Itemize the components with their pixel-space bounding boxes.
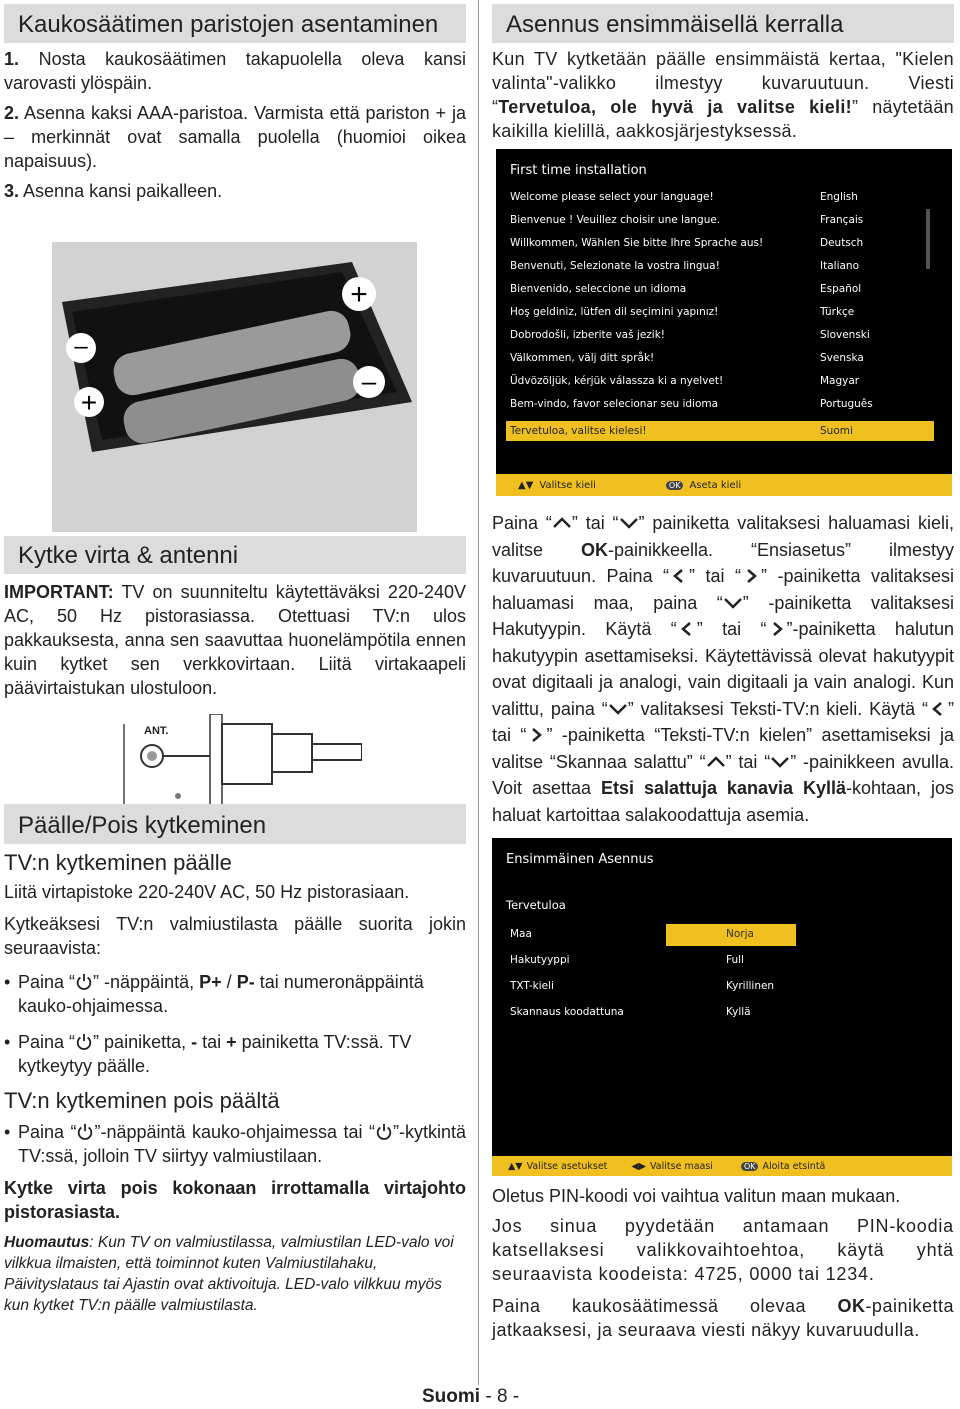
arrow-down-icon [608,702,628,716]
power-icon [75,1033,93,1051]
battery-plus-1: + [80,387,98,418]
on-para-1: Liitä virtapistoke 220-240V AC, 50 Hz pistorasiaan. [4,882,410,902]
ant-label: ANT. [144,725,169,737]
screen1-list [510,191,930,421]
battery-minus-2: – [361,366,377,396]
screen2-row-txt[interactable]: TXT-kieli Kyrillinen [510,980,775,992]
updown-icon: ▲▼ [508,1160,523,1172]
power-section-text: IMPORTANT: TV on suunniteltu käytettäväksi 220-240V AC, 50 Hz pistorasiassa. Otettuasi TV:n ulos pakkauksesta, anna sen saavuttaa huonelämpötila ennen kuin kytket sen verkkovirtaan. Liitä virtakaapeli päävirtaistukan ulostuloon. [4,582,467,698]
on-bullet-1: • Paina “ ” -näppäintä, P+ / P- tai numeronäppäintä kauko-ohjaimessa. [4,972,424,1016]
screen1-footer: ▲▼ Valitse kieli OK Aseta kieli [496,474,952,496]
left-column [4,4,467,1314]
off-bullet: • Paina “ ”-näppäintä kauko-ohjaimessa tai “ ”-kytkintä TV:ssä, jolloin TV siirtyy valmiustilaan. [4,1122,466,1166]
off-title: TV:n kytkeminen pois päältä [4,1088,280,1113]
updown-icon: ▲▼ [518,479,534,491]
list-item[interactable]: Welcome please select your language! English [510,191,858,203]
list-item[interactable]: Willkommen, Wählen Sie bitte Ihre Sprache aus! Deutsch [510,237,864,249]
ok-icon: OK [666,481,684,490]
first-install-screen [492,838,952,1156]
screen2-footer: ▲▼ Valitse asetukset ◀▶ Valitse maasi OK Aloita etsintä [492,1156,952,1176]
pin-codes: Jos sinua pyydetään antamaan PIN-koodia katsellaksesi valikkovaihtoehtoa, käytä yhtä seuraavista koodeista: 4725, 0000 tai 1234. [492,1216,954,1284]
screen2-row-searchtype[interactable]: Hakutyyppi Full [510,954,744,966]
selected-language-row[interactable]: Tervetuloa, valitse kielesi! Suomi [506,421,934,441]
arrow-left-icon [669,569,689,583]
pin-note: Oletus PIN-koodi voi vaihtua valitun maan mukaan. [492,1186,901,1206]
first-install-title: Asennus ensimmäisellä kerralla [492,4,954,43]
list-item[interactable]: Hoş geldiniz, lütfen dil seçimini yapınız! Türkçe [510,306,855,318]
battery-image [52,242,417,532]
arrow-left-icon [928,702,948,716]
screen1-title: First time installation [510,163,647,178]
arrow-right-icon [526,728,546,742]
power-icon [375,1123,393,1141]
on-title: TV:n kytkeminen päälle [4,850,232,875]
battery-plus-2: + [350,278,368,311]
battery-step-2: 2. Asenna kaksi AAA-paristoa. Varmista että pariston + ja – merkinnät ovat samalla puolella (huomioi oikea napaisuus). [4,103,466,171]
on-bullet-2: • Paina “ ” painiketta, - tai + painiketta TV:ssä. TV kytkeytyy päälle. [4,1032,412,1076]
scrollbar[interactable] [926,209,930,269]
onoff-section-title: Päälle/Pois kytkeminen [4,804,466,844]
screen2-section: Tervetuloa [506,898,566,912]
list-item[interactable]: Bienvenue ! Veuillez choisir une langue. Français [510,214,864,226]
arrow-down-icon [770,755,790,769]
screen2-row-scan[interactable]: Skannaus koodattuna Kyllä [510,1006,751,1018]
arrow-right-icon [767,622,787,636]
continue-text: Paina kaukosäätimessä olevaa OK-painiketta jatkaaksesi, ja seuraava viesti näkyy kuvaruudulla. [492,1296,954,1340]
screen2-title: Ensimmäinen Asennus [506,852,654,867]
list-item[interactable]: Välkommen, välj ditt språk! Svenska [510,352,864,364]
standby-note: Huomautus: Kun TV on valmiustilassa, valmiustilan LED-valo voi vilkkua ilmaisten, että toiminnot kuten Valmiustilahaku, Päivityslataus tai Ajastin ovat aktivoituja. LED-valo vilkkuu myös kun kytket TV:n päälle valmiustilasta. [4,1234,454,1314]
arrow-up-icon [706,755,726,769]
ok-icon: OK [741,1162,759,1171]
arrow-down-icon [723,596,743,610]
list-item[interactable]: Benvenuti, Selezionate la vostra lingua! Italiano [510,260,859,272]
right-column [492,4,954,1342]
list-item[interactable]: Üdvözöljük, kérjük válassza ki a nyelvet! Magyar [510,375,860,387]
on-para-2: Kytkeäksesi TV:n valmiustilasta päälle suorita jokin seuraavista: [4,914,466,958]
battery-minus-1: – [74,333,88,360]
power-icon [75,973,93,991]
list-item[interactable]: Dobrodošli, izberite vaš jezik! Slovenski [510,329,870,341]
arrow-up-icon [552,516,572,530]
antenna-illustration [122,714,362,806]
arrow-left-icon [677,622,697,636]
battery-step-1: 1. Nosta kaukosäätimen takapuolella oleva kansi varovasti ylöspäin. [4,49,466,93]
leftright-icon: ◀▶ [631,1160,647,1172]
list-item[interactable]: Bienvenido, seleccione un idioma Español [510,283,862,295]
first-install-instructions: Paina “ ” tai “ ” painiketta valitaksesi haluamasi kieli, valitse OK-painikkeella. “Ensiasetus” ilmestyy kuvaruutuun. Paina “ ” tai “ ” -painiketta valitaksesi haluamasi maa, paina “ ” -painiketta valitaksesi Hakutyypin. Käytä “ ” tai “ ”-painiketta halutun hakutyypin asettamiseksi. Käytettävissä olevat hakutyypit ovat digitaali ja analogi, vain digitaali ja vain analogi. Kun valittu, paina “ ” valitaksesi Teksti-TV:n kieli. Käytä “ ” tai “ ” -painiketta “Teksti-TV:n kielen” asettamiseksi ja valitse “Skannaa salattu” “ ” tai “ ” -painikkeen avulla. Voit asettaa Etsi salattuja kanavia Kyllä-kohtaan, jos haluat kartoittaa salakoodattuja asemia. [492,513,954,825]
language-selection-screen [496,149,952,474]
battery-illustration [52,242,417,532]
power-icon [76,1123,94,1141]
first-install-intro: Kun TV kytketään päälle ensimmäistä kertaa, "Kielen valinta"-valikko ilmestyy kuvaruutuun. Viesti “Tervetuloa, ole hyvä ja valitse kieli!” näytetään kaikilla kielillä, aakkosjärjestyksessä. [492,49,954,141]
page-footer: Suomi - 8 - [422,1386,520,1407]
power-section-title: Kytke virta & antenni [4,536,466,574]
list-item[interactable]: Bem-vindo, favor selecionar seu idioma Português [510,398,873,410]
battery-step-3: 3. Asenna kansi paikalleen. [4,181,223,201]
arrow-down-icon [619,516,639,530]
power-off-instruction: Kytke virta pois kokonaan irrottamalla virtajohto pistorasiasta. [4,1178,466,1222]
arrow-right-icon [741,569,761,583]
screen2-row-country[interactable]: Maa Norja [510,924,944,946]
battery-section-title: Kaukosäätimen paristojen asentaminen [4,4,466,43]
column-divider [478,0,479,1385]
